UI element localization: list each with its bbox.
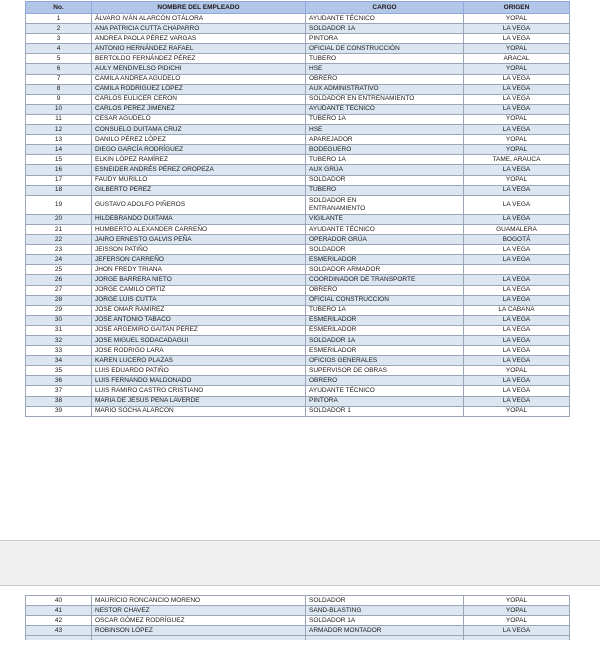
table-row (26, 596, 570, 606)
table-row (26, 315, 570, 325)
cell-name: CESAR AGUDELO (92, 114, 306, 124)
cell-name: JHON FREDY TRIANA (92, 265, 306, 275)
cell-origen: LA VEGA (464, 74, 570, 84)
cell-name: JOSE OMAR RAMÍREZ (92, 305, 306, 315)
table-row (26, 224, 570, 234)
cell-name: GUSTAVO ADOLFO PIÑEROS (92, 195, 306, 214)
cell-no: 39 (26, 406, 92, 416)
cell-name: JAIRO ERNESTO GALVIS PEÑA (92, 235, 306, 245)
cell-no: 10 (26, 104, 92, 114)
cell-cargo: OBRERO (306, 376, 464, 386)
cell-no: 15 (26, 155, 92, 165)
header-origen: ORIGEN (464, 2, 570, 14)
cell-name: JOSE MIGUEL SODACADAGUI (92, 336, 306, 346)
cell-no: 25 (26, 265, 92, 275)
table-row (26, 606, 570, 616)
cell-origen: LA VEGA (464, 255, 570, 265)
cell-name: JEISSON PATIÑO (92, 245, 306, 255)
cell-no: 26 (26, 275, 92, 285)
cell-name: ANTONIO HERNÁNDEZ RAFAEL (92, 44, 306, 54)
cell-cargo: SOLDADOR (306, 245, 464, 255)
cell-name: OSCAR GÓMEZ RODRÍGUEZ (92, 616, 306, 626)
cell-name: ELKIN LÓPEZ RAMÍREZ (92, 155, 306, 165)
cell-cargo: TUBERO (306, 185, 464, 195)
cell-name: FAUDY MURILLO (92, 175, 306, 185)
cell-no: 1 (26, 14, 92, 24)
cell-origen: LA VEGA (464, 275, 570, 285)
cell-name: JEFERSON CARREÑO (92, 255, 306, 265)
cell-origen: LA VEGA (464, 396, 570, 406)
cell-origen: LA VEGA (464, 104, 570, 114)
cell-name: ANA PATRICIA CUTTA CHAPARRO (92, 24, 306, 34)
cell-cargo: SUPERVISOR DE OBRAS (306, 366, 464, 376)
cell-no: 41 (26, 606, 92, 616)
table-row-cutoff (26, 636, 570, 641)
employee-table (25, 1, 570, 417)
page-break (0, 540, 600, 586)
table-row (26, 386, 570, 396)
cell-origen: BOGOTÁ (464, 235, 570, 245)
table-row (26, 185, 570, 195)
cell-no: 29 (26, 305, 92, 315)
cell-cargo: TUBERO 1A (306, 305, 464, 315)
table-row (26, 175, 570, 185)
cell-origen: YOPAL (464, 145, 570, 155)
cell-name: LUIS RAMIRO CASTRO CRISTIANO (92, 386, 306, 396)
cell-origen: LA VEGA (464, 336, 570, 346)
cell-origen: LA VEGA (464, 346, 570, 356)
cell-no: 13 (26, 135, 92, 145)
cell-cargo: VIGILANTE (306, 214, 464, 224)
cell-name: AULY MENDIVELSO PIDICHI (92, 64, 306, 74)
cell-no: 33 (26, 346, 92, 356)
table-row (26, 265, 570, 275)
cell-cargo: PINTORA (306, 34, 464, 44)
cell-origen: YOPAL (464, 175, 570, 185)
cell-cargo: OBRERO (306, 285, 464, 295)
cell-origen: YOPAL (464, 606, 570, 616)
cell-name: ÁLVARO IVÁN ALARCÓN OTÁLORA (92, 14, 306, 24)
cell-origen: LA VEGA (464, 84, 570, 94)
cell-cargo: AYUDANTE TÉCNICO (306, 386, 464, 396)
cell-origen: LA VEGA (464, 245, 570, 255)
cell-cargo: SOLDADOR (306, 175, 464, 185)
cell-cutoff (306, 636, 464, 641)
table-row (26, 145, 570, 155)
cell-cargo (306, 195, 464, 214)
cell-cargo-line: ENTRANAMIENTO (309, 204, 366, 212)
cell-cargo: OFICIOS GENERALES (306, 356, 464, 366)
cell-cargo: SOLDADOR 1A (306, 616, 464, 626)
cell-cargo: HSE (306, 125, 464, 135)
table-row (26, 125, 570, 135)
cell-cargo: AUX GRÚA (306, 165, 464, 175)
cell-no: 19 (26, 195, 92, 214)
cell-name: DIEGO GARCÍA RODRÍGUEZ (92, 145, 306, 155)
cell-cargo: TUBERO (306, 54, 464, 64)
cell-cargo: AYUDANTE TÉCNICO (306, 224, 464, 234)
cell-name: LUIS EDUARDO PATIÑO (92, 366, 306, 376)
table-row (26, 346, 570, 356)
table-row (26, 245, 570, 255)
cell-cutoff (464, 636, 570, 641)
cell-cargo: SOLDADOR 1A (306, 24, 464, 34)
cell-origen (464, 265, 570, 275)
cell-name: MARIO SOCHA ALARCON (92, 406, 306, 416)
cell-origen: YOPAL (464, 406, 570, 416)
cell-origen: YOPAL (464, 44, 570, 54)
table-row (26, 325, 570, 335)
table-row (26, 155, 570, 165)
cell-name: JOSE ANTONIO TABACO (92, 315, 306, 325)
cell-cargo: ESMERILADOR (306, 315, 464, 325)
cell-cargo: TUBERO 1A (306, 114, 464, 124)
cell-no: 18 (26, 185, 92, 195)
cell-origen: LA VEGA (464, 214, 570, 224)
cell-cargo: HSE (306, 64, 464, 74)
cell-origen: YOPAL (464, 596, 570, 606)
cell-origen: LA VEGA (464, 285, 570, 295)
cell-origen: LA VEGA (464, 165, 570, 175)
cell-no: 16 (26, 165, 92, 175)
cell-origen: YOPAL (464, 135, 570, 145)
cell-cargo: SOLDADOR EN ENTRENAMIENTO (306, 94, 464, 104)
cell-no: 17 (26, 175, 92, 185)
cell-cargo: TUBERO 1A (306, 155, 464, 165)
cell-cargo: AUX ADMINISTRATIVO (306, 84, 464, 94)
cell-no: 5 (26, 54, 92, 64)
cell-origen: LA VEGA (464, 195, 570, 214)
cell-name: CONSUELO DUITAMA CRUZ (92, 125, 306, 135)
header-cargo: CARGO (306, 2, 464, 14)
cell-no: 12 (26, 125, 92, 135)
cell-name: KAREN LUCERO PLAZAS (92, 356, 306, 366)
cell-no: 7 (26, 74, 92, 84)
table-row (26, 366, 570, 376)
cell-cargo: SOLDADOR 1 (306, 406, 464, 416)
cell-name: MARIA DE JESUS PEÑA LAVERDE (92, 396, 306, 406)
cell-no: 23 (26, 245, 92, 255)
table-row (26, 214, 570, 224)
cell-no: 30 (26, 315, 92, 325)
cell-cargo: ARMADOR MONTADOR (306, 626, 464, 636)
header-name: NOMBRE DEL EMPLEADO (92, 2, 306, 14)
cell-name: JORGE LUIS CUTTA (92, 295, 306, 305)
cell-origen: LA VEGA (464, 356, 570, 366)
table-row (26, 24, 570, 34)
table-row (26, 376, 570, 386)
cell-name: NESTOR CHAVEZ (92, 606, 306, 616)
table-row (26, 74, 570, 84)
cell-name: HUMBERTO ALEXANDER CARREÑO (92, 224, 306, 234)
table-row (26, 396, 570, 406)
table-row (26, 84, 570, 94)
cell-no: 32 (26, 336, 92, 346)
cell-origen: LA VEGA (464, 295, 570, 305)
cell-cargo: BODEGUERO (306, 145, 464, 155)
cell-origen: LA VEGA (464, 315, 570, 325)
cell-origen: YOPAL (464, 114, 570, 124)
cell-name: CAMILA RODRÍGUEZ LÓPEZ (92, 84, 306, 94)
cell-name: HILDEBRANDO DUITAMA (92, 214, 306, 224)
cell-origen: LA VEGA (464, 386, 570, 396)
cell-origen: YOPAL (464, 64, 570, 74)
table-row (26, 406, 570, 416)
table-row (26, 255, 570, 265)
cell-no: 8 (26, 84, 92, 94)
cell-origen: LA VEGA (464, 185, 570, 195)
table-row (26, 626, 570, 636)
cell-cargo: SOLDADOR 1A (306, 336, 464, 346)
document-page-2 (0, 586, 600, 646)
table-row (26, 165, 570, 175)
table-row (26, 275, 570, 285)
cell-origen: LA VEGA (464, 125, 570, 135)
cell-origen: YOPAL (464, 14, 570, 24)
cell-origen: LA VEGA (464, 376, 570, 386)
cell-origen: GUAMALERA (464, 224, 570, 234)
cell-cargo: OFICIAL DE CONSTRUCCIÓN (306, 44, 464, 54)
cell-name: ANDREA PAOLA PÉREZ VARGAS (92, 34, 306, 44)
cell-no: 3 (26, 34, 92, 44)
cell-no: 9 (26, 94, 92, 104)
cell-cargo: ESMERILADOR (306, 346, 464, 356)
cell-no: 24 (26, 255, 92, 265)
cell-no: 21 (26, 224, 92, 234)
cell-no: 31 (26, 325, 92, 335)
table-row (26, 34, 570, 44)
cell-no: 11 (26, 114, 92, 124)
table-row (26, 305, 570, 315)
table-row (26, 54, 570, 64)
cell-name: LUIS FERNANDO MALDONADO (92, 376, 306, 386)
cell-name: JOSE ARGEMIRO GAITAN PÉREZ (92, 325, 306, 335)
table-row (26, 356, 570, 366)
cell-no: 2 (26, 24, 92, 34)
cell-cargo-line: SOLDADOR EN (309, 196, 357, 204)
cell-no: 4 (26, 44, 92, 54)
cell-name: JOSE RODRIGO LARA (92, 346, 306, 356)
table-row (26, 616, 570, 626)
cell-no: 37 (26, 386, 92, 396)
cell-no: 22 (26, 235, 92, 245)
cell-origen: ARACAL (464, 54, 570, 64)
cell-cutoff (92, 636, 306, 641)
table-row (26, 114, 570, 124)
table-row (26, 104, 570, 114)
cell-name: JORGE CAMILO ORTIZ (92, 285, 306, 295)
cell-no: 28 (26, 295, 92, 305)
cell-cargo: ESMERILADOR (306, 325, 464, 335)
table-row (26, 235, 570, 245)
cell-cargo: ESMERILADOR (306, 255, 464, 265)
cell-origen: LA CABAÑA (464, 305, 570, 315)
cell-cargo: AYUDANTE TÉCNICO (306, 104, 464, 114)
cell-no: 42 (26, 616, 92, 626)
cell-no: 35 (26, 366, 92, 376)
cell-origen: LA VEGA (464, 34, 570, 44)
table-row (26, 64, 570, 74)
cell-cargo: PINTORA (306, 396, 464, 406)
cell-cargo: OFICIAL CONSTRUCCIÓN (306, 295, 464, 305)
cell-origen: TAME, ARAUCA (464, 155, 570, 165)
cell-no: 38 (26, 396, 92, 406)
cell-name: JORGE BARRERA NIETO (92, 275, 306, 285)
table-row (26, 14, 570, 24)
cell-name: DANILO PÉREZ LÓPEZ (92, 135, 306, 145)
cell-origen: LA VEGA (464, 626, 570, 636)
cell-cargo: SAND-BLASTING (306, 606, 464, 616)
cell-cargo: SOLDADOR ARMADOR (306, 265, 464, 275)
cell-cargo: COORDINADOR DE TRANSPORTE (306, 275, 464, 285)
cell-origen: LA VEGA (464, 325, 570, 335)
cell-no: 43 (26, 626, 92, 636)
table-row (26, 336, 570, 346)
table-row (26, 44, 570, 54)
cell-cargo: SOLDADOR (306, 596, 464, 606)
cell-name: CARLOS EULICER CERÓN (92, 94, 306, 104)
cell-origen: YOPAL (464, 366, 570, 376)
cell-name: BERTOLDO FERNÁNDEZ PÉREZ (92, 54, 306, 64)
cell-cargo: OBRERO (306, 74, 464, 84)
cell-origen: LA VEGA (464, 24, 570, 34)
cell-name: GILBERTO PÉREZ (92, 185, 306, 195)
cell-cutoff (26, 636, 92, 641)
cell-no: 14 (26, 145, 92, 155)
cell-cargo: OPERADOR GRÚA (306, 235, 464, 245)
cell-no: 36 (26, 376, 92, 386)
cell-no: 20 (26, 214, 92, 224)
cell-no: 40 (26, 596, 92, 606)
cell-origen: YOPAL (464, 616, 570, 626)
table-row (26, 285, 570, 295)
cell-name: ROBINSON LÓPEZ (92, 626, 306, 636)
cell-name: CARLOS PÉREZ JIMÉNEZ (92, 104, 306, 114)
employee-table-continued (25, 595, 570, 640)
cell-name: CAMILA ANDREA AGUDELO (92, 74, 306, 84)
cell-name: MAURICIO RONCANCIO MORENO (92, 596, 306, 606)
table-row (26, 94, 570, 104)
cell-origen: LA VEGA (464, 94, 570, 104)
table-row (26, 135, 570, 145)
cell-no: 6 (26, 64, 92, 74)
cell-no: 34 (26, 356, 92, 366)
cell-cargo: APAREJADOR (306, 135, 464, 145)
cell-no: 27 (26, 285, 92, 295)
cell-name: ESNEIDER ANDRÉS PÉREZ OROPEZA (92, 165, 306, 175)
cell-cargo: AYUDANTE TÉCNICO (306, 14, 464, 24)
table-row (26, 295, 570, 305)
table-header-row (26, 2, 570, 14)
header-no: No. (26, 2, 92, 14)
table-row (26, 195, 570, 214)
